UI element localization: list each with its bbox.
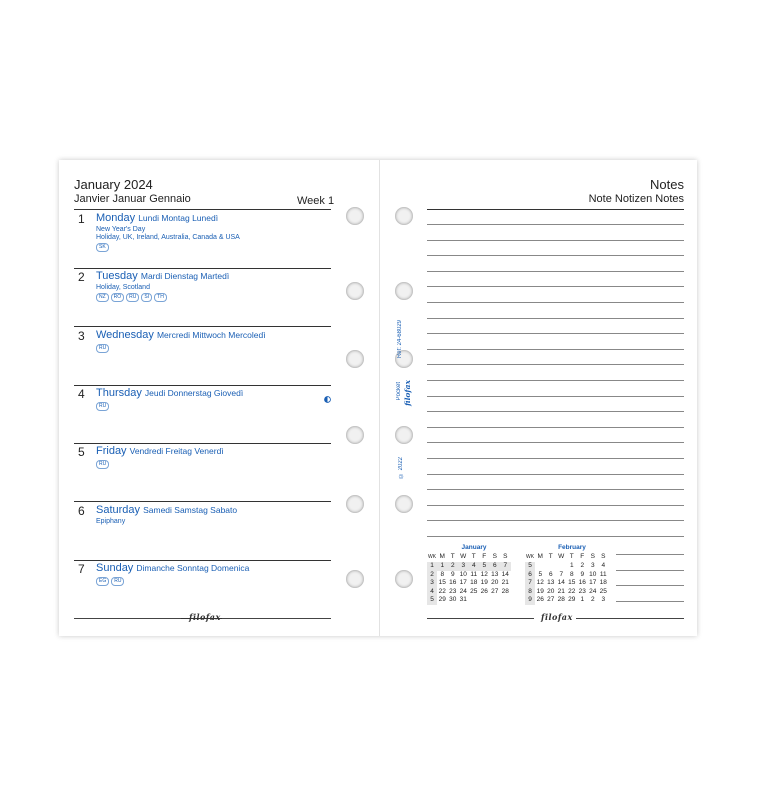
day-cell: 29 bbox=[568, 596, 576, 603]
notes-translations: Note Notizen Notes bbox=[588, 193, 684, 205]
day-name-line bbox=[96, 270, 229, 282]
day-number: 6 bbox=[78, 503, 85, 518]
weekday-label: F bbox=[482, 553, 487, 560]
day-cell: 13 bbox=[491, 570, 499, 578]
day-name-translations: Samedi Samstag Sabato bbox=[143, 504, 238, 515]
day-cell: 26 bbox=[536, 596, 544, 603]
day-row bbox=[74, 210, 331, 269]
day-cell: 5 bbox=[538, 570, 543, 578]
day-cell: 26 bbox=[480, 587, 488, 595]
footer-rule-left bbox=[74, 618, 181, 619]
mini-calendar-weekdays bbox=[525, 553, 609, 562]
day-cell: 6 bbox=[490, 562, 501, 571]
day-event-note: Holiday, UK, Ireland, Australia, Canada & USA bbox=[96, 234, 240, 241]
note-line bbox=[427, 286, 684, 287]
day-name-line bbox=[96, 387, 243, 399]
day-cell: 10 bbox=[459, 570, 467, 578]
country-code-badge: RU bbox=[126, 293, 139, 302]
mini-calendar-week bbox=[427, 588, 511, 597]
day-cell: 11 bbox=[599, 570, 607, 578]
mini-calendar-january bbox=[427, 544, 512, 604]
note-line bbox=[427, 442, 684, 443]
day-cell: 2 bbox=[448, 562, 459, 571]
spine-ref: Ref: 24-68029 bbox=[397, 320, 403, 359]
day-cell: 6 bbox=[548, 570, 553, 578]
country-code-badge: RU bbox=[96, 460, 109, 469]
ring-hole bbox=[346, 207, 364, 225]
day-name-line bbox=[96, 562, 249, 574]
weekday-label: S bbox=[492, 553, 497, 560]
weekday-label: T bbox=[450, 553, 455, 560]
day-cell bbox=[556, 562, 567, 571]
note-line bbox=[427, 411, 684, 412]
ring-hole bbox=[395, 282, 413, 300]
day-cell: 1 bbox=[569, 562, 574, 569]
day-name-translations: Lundi Montag Lunedì bbox=[138, 213, 219, 223]
day-cell: 14 bbox=[557, 579, 565, 586]
week-number: 5 bbox=[427, 596, 437, 605]
country-codes bbox=[96, 402, 109, 411]
note-line bbox=[427, 520, 684, 521]
note-line-short bbox=[616, 554, 684, 555]
day-name: Sunday bbox=[96, 561, 134, 574]
day-cell: 18 bbox=[599, 579, 607, 586]
day-cell: 3 bbox=[601, 596, 606, 603]
day-name: Tuesday bbox=[96, 270, 138, 283]
weekday-label: S bbox=[590, 553, 595, 560]
country-codes bbox=[96, 577, 124, 586]
note-line-short bbox=[616, 601, 684, 602]
day-name: Wednesday bbox=[96, 328, 154, 341]
week-number: 8 bbox=[525, 588, 535, 597]
note-line bbox=[427, 364, 684, 365]
note-line bbox=[427, 271, 684, 272]
month-title: January 2024 bbox=[74, 177, 153, 192]
day-cell: 4 bbox=[601, 562, 606, 569]
note-line bbox=[427, 349, 684, 350]
mini-calendar-week bbox=[525, 571, 609, 580]
day-number: 3 bbox=[78, 328, 85, 343]
weekday-label: M bbox=[537, 553, 543, 560]
day-cell: 17 bbox=[589, 579, 597, 586]
day-row bbox=[74, 268, 331, 327]
ring-hole bbox=[395, 570, 413, 588]
note-line bbox=[427, 427, 684, 428]
week-number: 4 bbox=[427, 588, 437, 597]
week-number: 1 bbox=[427, 562, 437, 571]
note-line bbox=[427, 224, 684, 225]
filofax-logo: filofax bbox=[189, 612, 221, 622]
country-codes bbox=[96, 344, 109, 353]
day-cell bbox=[469, 596, 480, 605]
day-cell: 24 bbox=[589, 587, 597, 595]
day-cell: 7 bbox=[559, 570, 564, 578]
country-code-badge: SI bbox=[141, 293, 152, 302]
note-line bbox=[427, 396, 684, 397]
note-line bbox=[427, 536, 684, 537]
week-number: 3 bbox=[427, 579, 437, 588]
day-name: Thursday bbox=[96, 386, 142, 399]
day-cell: 11 bbox=[470, 570, 478, 578]
note-line bbox=[427, 302, 684, 303]
day-cell: 25 bbox=[599, 587, 607, 595]
day-name-line bbox=[96, 445, 224, 457]
day-cell: 28 bbox=[501, 587, 509, 595]
weekday-label: W bbox=[558, 553, 565, 560]
ring-hole bbox=[395, 426, 413, 444]
day-name: Saturday bbox=[96, 503, 141, 516]
mini-calendar-week bbox=[427, 571, 511, 580]
country-code-badge: RU bbox=[111, 577, 124, 586]
week-number: 7 bbox=[525, 579, 535, 588]
day-name-line bbox=[96, 212, 218, 224]
week-number: 5 bbox=[525, 562, 535, 571]
day-cell: 8 bbox=[569, 570, 574, 578]
weekday-label: S bbox=[601, 553, 606, 560]
day-cell: 15 bbox=[568, 579, 576, 586]
note-line bbox=[427, 318, 684, 319]
day-row bbox=[74, 560, 331, 619]
day-cell: 30 bbox=[449, 596, 457, 603]
day-cell: 19 bbox=[536, 587, 544, 595]
country-codes bbox=[96, 243, 109, 252]
day-cell: 9 bbox=[450, 570, 455, 578]
ring-hole bbox=[346, 282, 364, 300]
mini-calendar-week bbox=[525, 562, 609, 571]
country-code-badge: NZ bbox=[96, 293, 109, 302]
week-page bbox=[59, 160, 379, 636]
day-cell: 9 bbox=[580, 570, 585, 578]
month-translations: Janvier Januar Gennaio bbox=[74, 193, 191, 205]
day-cell bbox=[535, 562, 546, 571]
day-name-line bbox=[96, 504, 237, 516]
weekday-label: F bbox=[580, 553, 585, 560]
ring-hole bbox=[346, 495, 364, 513]
day-cell: 28 bbox=[557, 596, 565, 603]
week-label: Week 1 bbox=[297, 195, 335, 207]
mini-calendar-weekdays bbox=[427, 553, 511, 562]
half-moon-icon bbox=[324, 390, 331, 397]
footer-rule-left bbox=[427, 618, 534, 619]
footer-rule-right bbox=[222, 618, 331, 619]
day-cell: 2 bbox=[590, 596, 595, 603]
day-cell: 3 bbox=[590, 562, 595, 569]
week-number: 6 bbox=[525, 571, 535, 580]
day-number: 2 bbox=[78, 270, 85, 285]
day-cell: 31 bbox=[459, 596, 467, 603]
week-number: 2 bbox=[427, 571, 437, 580]
country-code-badge: SK bbox=[96, 243, 109, 252]
day-cell bbox=[479, 596, 490, 605]
mini-calendar-week bbox=[427, 596, 511, 605]
mini-calendar-week bbox=[525, 596, 609, 605]
note-line bbox=[427, 333, 684, 334]
note-line bbox=[427, 380, 684, 381]
week-number: 9 bbox=[525, 596, 535, 605]
day-number: 1 bbox=[78, 212, 85, 226]
day-name: Monday bbox=[96, 212, 136, 224]
day-cell: 21 bbox=[557, 587, 565, 595]
mini-calendar-week bbox=[427, 562, 511, 571]
day-cell: 7 bbox=[500, 562, 511, 571]
notes-page bbox=[380, 160, 697, 636]
day-name: Friday bbox=[96, 445, 127, 458]
weekday-label: T bbox=[471, 553, 476, 560]
mini-calendar-week bbox=[427, 579, 511, 588]
day-event-note: Epiphany bbox=[96, 517, 126, 525]
weekday-label: T bbox=[569, 553, 574, 560]
footer-rule-right bbox=[576, 618, 684, 619]
ring-hole bbox=[395, 207, 413, 225]
day-cell bbox=[500, 596, 511, 605]
day-cell: 20 bbox=[547, 587, 555, 595]
notes-title: Notes bbox=[650, 177, 684, 192]
day-cell bbox=[546, 562, 557, 571]
country-code-badge: TH bbox=[154, 293, 167, 302]
day-cell: 21 bbox=[501, 579, 509, 586]
ring-hole bbox=[395, 495, 413, 513]
day-name-translations: Dimanche Sonntag Domenica bbox=[136, 562, 250, 573]
day-cell bbox=[490, 596, 501, 605]
mini-calendar-title: February bbox=[558, 544, 586, 551]
ring-hole bbox=[346, 426, 364, 444]
day-cell: 17 bbox=[459, 579, 467, 586]
day-cell: 23 bbox=[578, 587, 586, 595]
day-cell: 4 bbox=[469, 562, 480, 571]
mini-calendar-title: January bbox=[461, 544, 487, 551]
country-code-badge: EG bbox=[96, 577, 109, 586]
day-cell: 29 bbox=[438, 596, 446, 603]
day-cell: 23 bbox=[449, 587, 457, 595]
day-cell: 22 bbox=[568, 587, 576, 595]
day-cell: 16 bbox=[449, 579, 457, 586]
week-number-header: WK bbox=[427, 554, 437, 560]
day-cell: 10 bbox=[589, 570, 597, 578]
day-cell: 20 bbox=[491, 579, 499, 586]
day-cell: 27 bbox=[491, 587, 499, 595]
country-code-badge: RU bbox=[96, 344, 109, 353]
mini-calendar-week bbox=[525, 579, 609, 588]
spine-copyright: © 2022 bbox=[398, 457, 404, 479]
day-name-translations: Vendredi Freitag Venerdì bbox=[129, 446, 224, 457]
day-number: 5 bbox=[78, 445, 85, 460]
day-cell: 2 bbox=[580, 562, 585, 569]
note-line-short bbox=[616, 570, 684, 571]
note-line bbox=[427, 458, 684, 459]
day-number: 4 bbox=[78, 386, 85, 401]
day-cell: 15 bbox=[438, 579, 446, 586]
note-line bbox=[427, 474, 684, 475]
planner-spread bbox=[59, 160, 697, 636]
country-code-badge: RO bbox=[111, 293, 125, 302]
day-number: 7 bbox=[78, 561, 85, 576]
day-cell: 16 bbox=[578, 579, 586, 586]
country-code-badge: RU bbox=[96, 402, 109, 411]
day-event-note: New Year's Day bbox=[96, 226, 146, 233]
note-line bbox=[427, 489, 684, 490]
note-line-short bbox=[616, 585, 684, 586]
day-row bbox=[74, 327, 331, 386]
ring-hole bbox=[346, 570, 364, 588]
note-line bbox=[427, 240, 684, 241]
day-name-translations: Mardi Dienstag Martedì bbox=[140, 271, 230, 282]
header-rule bbox=[427, 209, 684, 210]
weekday-label: S bbox=[503, 553, 508, 560]
day-name-line bbox=[96, 329, 266, 341]
filofax-logo: filofax bbox=[541, 612, 573, 622]
weekday-label: M bbox=[439, 553, 445, 560]
spine-size: Pocket bbox=[396, 382, 402, 401]
day-cell: 13 bbox=[547, 579, 555, 586]
day-cell: 14 bbox=[501, 570, 509, 578]
weekday-label: T bbox=[548, 553, 553, 560]
day-cell: 12 bbox=[480, 570, 488, 578]
day-row bbox=[74, 443, 331, 502]
country-codes bbox=[96, 293, 167, 302]
day-name-translations: Jeudi Donnerstag Giovedì bbox=[144, 387, 244, 398]
weekday-label: W bbox=[460, 553, 467, 560]
day-cell: 1 bbox=[580, 596, 585, 603]
mini-calendar-february bbox=[525, 544, 610, 604]
note-line bbox=[427, 505, 684, 506]
day-cell: 25 bbox=[470, 587, 478, 595]
day-cell: 1 bbox=[437, 562, 448, 571]
day-cell: 24 bbox=[459, 587, 467, 595]
day-row bbox=[74, 385, 331, 444]
day-name-translations: Mercredi Mittwoch Mercoledì bbox=[156, 329, 266, 340]
ring-hole bbox=[346, 350, 364, 368]
country-codes bbox=[96, 460, 109, 469]
day-event-note: Holiday, Scotland bbox=[96, 284, 150, 292]
mini-calendar-week bbox=[525, 588, 609, 597]
day-cell: 12 bbox=[536, 579, 544, 586]
week-number-header: WK bbox=[525, 554, 535, 560]
note-line bbox=[427, 255, 684, 256]
day-cell: 19 bbox=[480, 579, 488, 586]
day-cell: 3 bbox=[458, 562, 469, 571]
spine-brand-logo: filofax bbox=[403, 380, 412, 406]
day-row bbox=[74, 502, 331, 561]
day-cell: 27 bbox=[547, 596, 555, 603]
day-cell: 22 bbox=[438, 587, 446, 595]
day-cell: 5 bbox=[479, 562, 490, 571]
day-cell: 18 bbox=[470, 579, 478, 586]
day-cell: 8 bbox=[440, 570, 445, 578]
